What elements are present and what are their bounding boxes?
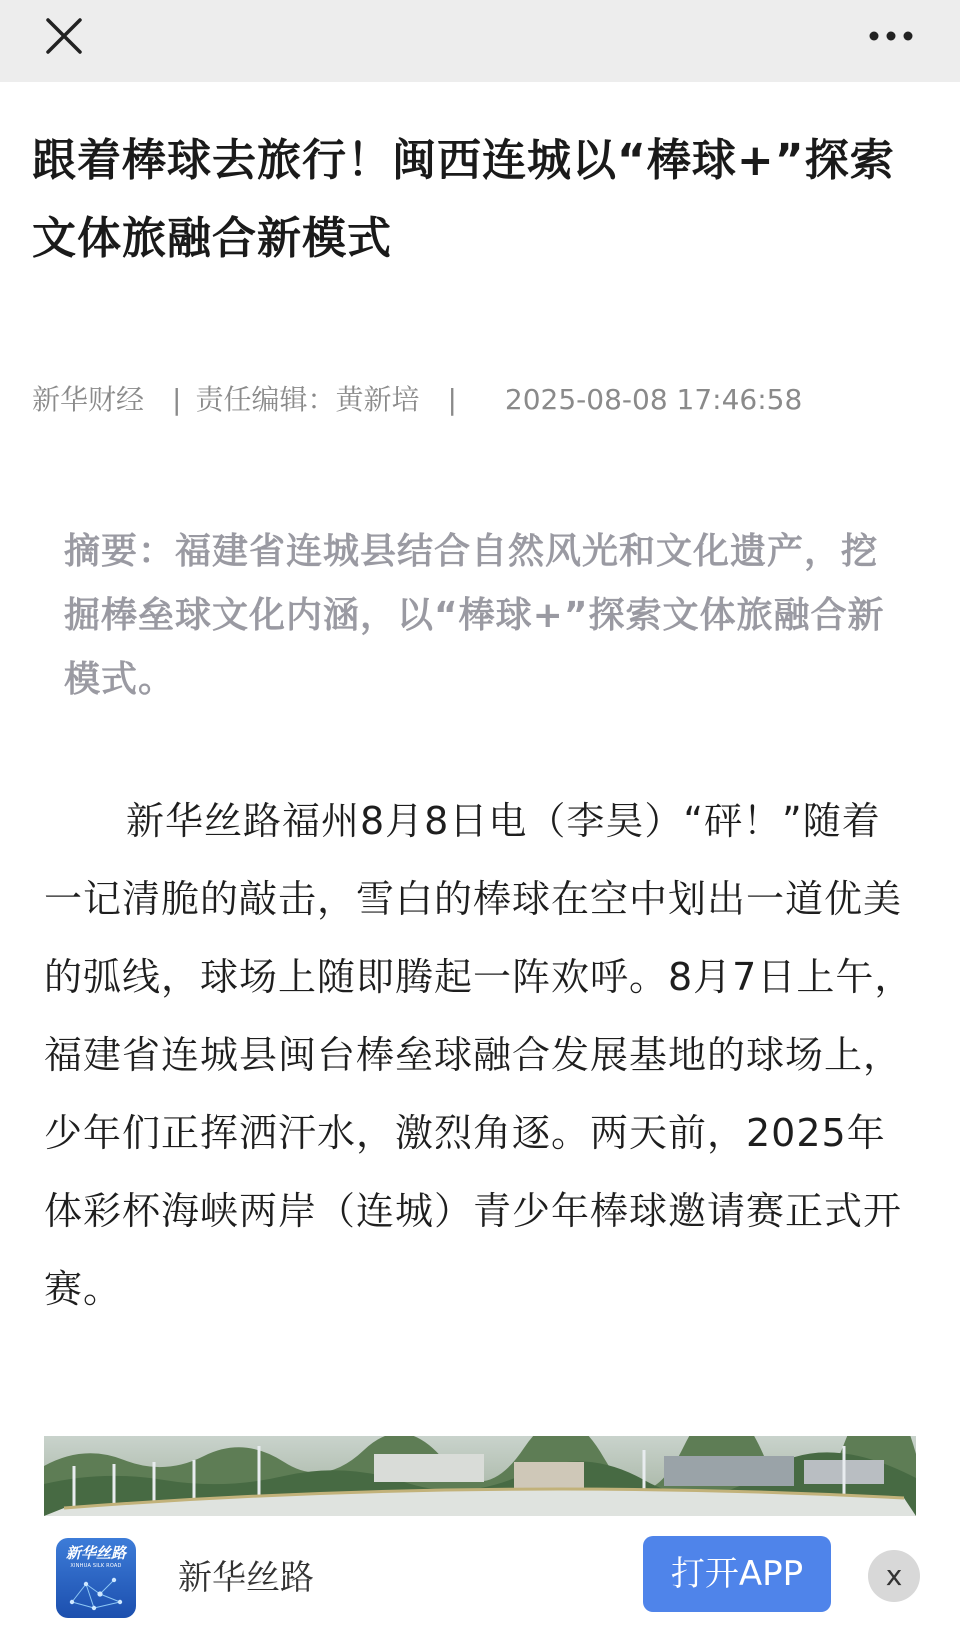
article-photo[interactable] <box>44 1436 916 1516</box>
article-meta <box>32 380 928 420</box>
meta-separator: | <box>447 383 457 416</box>
app-logo <box>56 1538 136 1618</box>
open-app-button[interactable]: 打开APP <box>643 1536 831 1612</box>
app-name: 新华丝路 <box>178 1558 314 1598</box>
app-download-banner <box>0 1516 960 1642</box>
meta-separator: | <box>172 383 182 416</box>
more-icon[interactable] <box>862 12 920 60</box>
network-icon <box>64 1572 128 1614</box>
article-title: 跟着棒球去旅行！闽西连城以“棒球+”探索文体旅融合新模式 <box>32 135 895 264</box>
article-timestamp: 2025-08-08 17:46:58 <box>504 383 803 416</box>
article-paragraph: 新华丝路福州8月8日电（李昊）“砰！”随着一记清脆的敲击，雪白的棒球在空中划出一道优美的弧线，球场上随即腾起一阵欢呼。8月7日上午，福建省连城县闽台棒垒球融合发展基地的球场上，少年们正挥洒汗水，激烈角逐。两天前，2025年体彩杯海峡两岸（连城）青少年棒球邀请赛正式开赛。 <box>44 799 914 1311</box>
article-abstract: 摘要：福建省连城县结合自然风光和文化遗产，挖掘棒垒球文化内涵，以“棒球+”探索文体旅融合新模式。 <box>64 531 885 700</box>
article-source[interactable]: 新华财经 <box>32 383 145 416</box>
app-logo-text: 新华丝路 <box>65 1544 126 1562</box>
close-icon[interactable] <box>40 12 88 60</box>
top-nav-bar <box>0 0 960 82</box>
article-editor: 责任编辑：黄新培 <box>195 383 420 416</box>
dismiss-banner-button[interactable]: x <box>868 1550 920 1602</box>
app-logo-subtext: XINHUA SILK ROAD <box>70 1563 122 1569</box>
